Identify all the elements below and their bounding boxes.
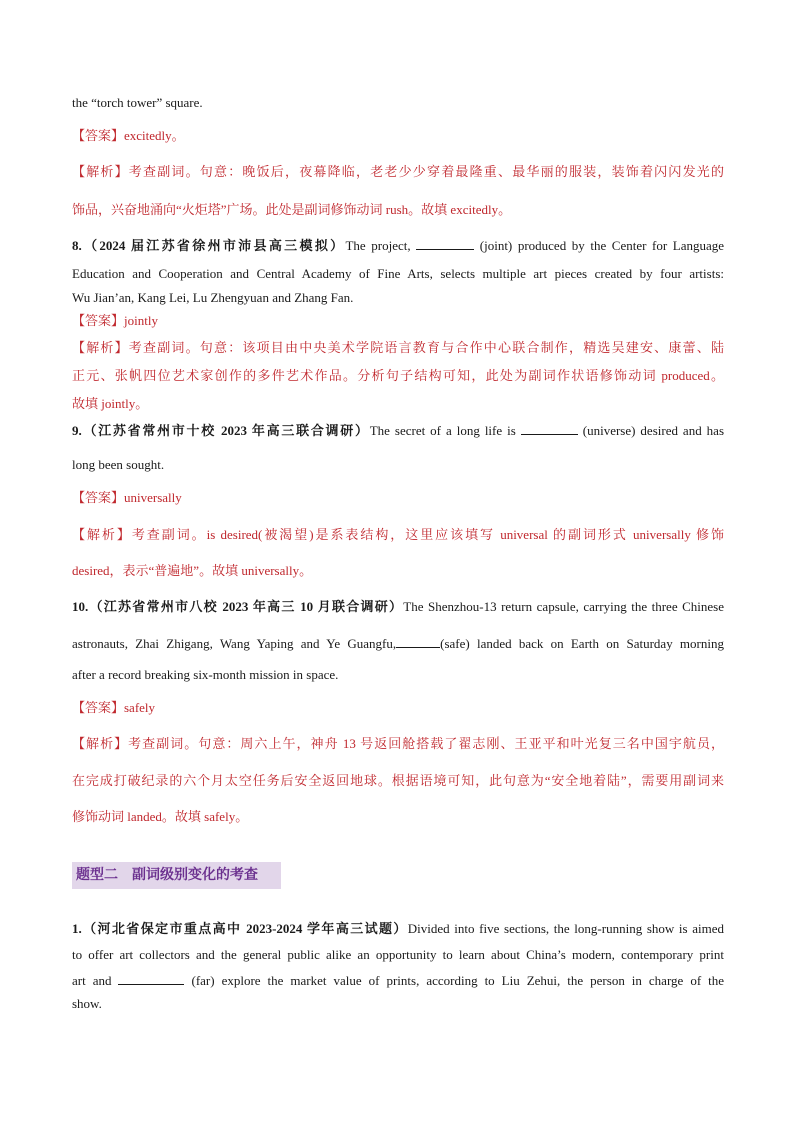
q9-analysis-line-1: 【解析】考查副词。is desired(被渴望)是系表结构，这里应该填写 universal 的副词形式 universally 修饰	[72, 527, 724, 542]
q8-number: 8.	[72, 238, 82, 253]
q10-source: （江苏省常州市八校 2023 年高三 10 月联合调研）	[88, 599, 404, 614]
q10-analysis-line-3: 修饰动词 landed。故填 safely。	[72, 809, 249, 824]
q10-blank[interactable]	[396, 635, 440, 648]
s2q1-source: （河北省保定市重点高中 2023-2024 学年高三试题）	[81, 921, 408, 936]
q9-answer: 【答案】universally	[72, 490, 182, 505]
q10-line-1: 10.（江苏省常州市八校 2023 年高三 10 月联合调研）The Shenzhou-13 return capsule, carrying the three Chinese	[72, 599, 724, 614]
section-title: 题型二 副词级别变化的考查	[76, 867, 258, 883]
s2q1-line-2: to offer art collectors and the general public alike an opportunity to learn about China’s modern, contemporary print	[72, 947, 724, 962]
q9-line-1: 9.（江苏省常州市十校 2023 年高三联合调研）The secret of a long life is (universe) desired and has	[72, 423, 725, 438]
s2q1-line-1: 1.（河北省保定市重点高中 2023-2024 学年高三试题）Divided into five sections, the long-running show is aimed	[72, 921, 724, 936]
s2q1-blank[interactable]	[118, 972, 184, 985]
q10-answer: 【答案】safely	[72, 700, 156, 715]
q7-text-end: the “torch tower” square.	[72, 95, 203, 110]
q9-source: （江苏省常州市十校 2023 年高三联合调研）	[81, 423, 370, 438]
section-heading	[72, 862, 281, 889]
q7-analysis-line-2: 饰品，兴奋地涌向“火炬塔”广场。此处是副词修饰动词 rush。故填 excitedly。	[72, 202, 512, 217]
q9-number: 9.	[72, 423, 82, 438]
q7-analysis-line-1: 【解析】考查副词。句意：晚饭后，夜幕降临，老老少少穿着最隆重、最华丽的服装，装饰着闪闪发光的	[72, 164, 724, 179]
q10-line-2: astronauts, Zhai Zhigang, Wang Yaping and Ye Guangfu, (safe) landed back on Earth on Saturday morning	[72, 636, 724, 651]
s2q1-line-3: art and (far) explore the market value of prints, according to Liu Zehui, the person in charge of the	[72, 973, 725, 988]
s2q1-line-4: show.	[72, 996, 102, 1011]
q8-line-1: 8.（2024 届江苏省徐州市沛县高三模拟）The project, (joint) produced by the Center for Language	[72, 238, 725, 253]
q9-line-2: long been sought.	[72, 457, 165, 472]
q7-answer: 【答案】excitedly。	[72, 128, 185, 143]
q10-number: 10.	[72, 599, 89, 614]
q8-source: （2024 届江苏省徐州市沛县高三模拟）	[81, 238, 346, 253]
q9-blank[interactable]	[521, 422, 578, 435]
q10-line-3: after a record breaking six-month mission in space.	[72, 667, 339, 682]
q8-analysis-line-2: 正元、张帆四位艺术家创作的多件艺术作品。分析句子结构可知，此处为副词作状语修饰动词 produced。	[72, 368, 724, 383]
s2q1-number: 1.	[72, 921, 82, 936]
q8-analysis-line-1: 【解析】考查副词。句意：该项目由中央美术学院语言教育与合作中心联合制作，精选吴建安、康蕾、陆	[72, 340, 724, 355]
q8-answer: 【答案】jointly	[72, 313, 158, 328]
q10-analysis-line-1: 【解析】考查副词。句意：周六上午，神舟 13 号返回舱搭载了翟志刚、王亚平和叶光复三名中国宇航员，	[72, 736, 724, 751]
q8-line-2: Education and Cooperation and Central Academy of Fine Arts, selects multiple art pieces created by four artists:	[72, 266, 724, 281]
q9-analysis-line-2: desired，表示“普遍地”。故填 universally。	[72, 563, 313, 578]
q8-line-3: Wu Jian’an, Kang Lei, Lu Zhengyuan and Zhang Fan.	[72, 290, 354, 305]
q8-blank[interactable]	[416, 237, 474, 250]
q10-analysis-line-2: 在完成打破纪录的六个月太空任务后安全返回地球。根据语境可知，此句意为“安全地着陆”，需要用副词来	[72, 773, 724, 788]
q8-analysis-line-3: 故填 jointly。	[72, 396, 149, 411]
